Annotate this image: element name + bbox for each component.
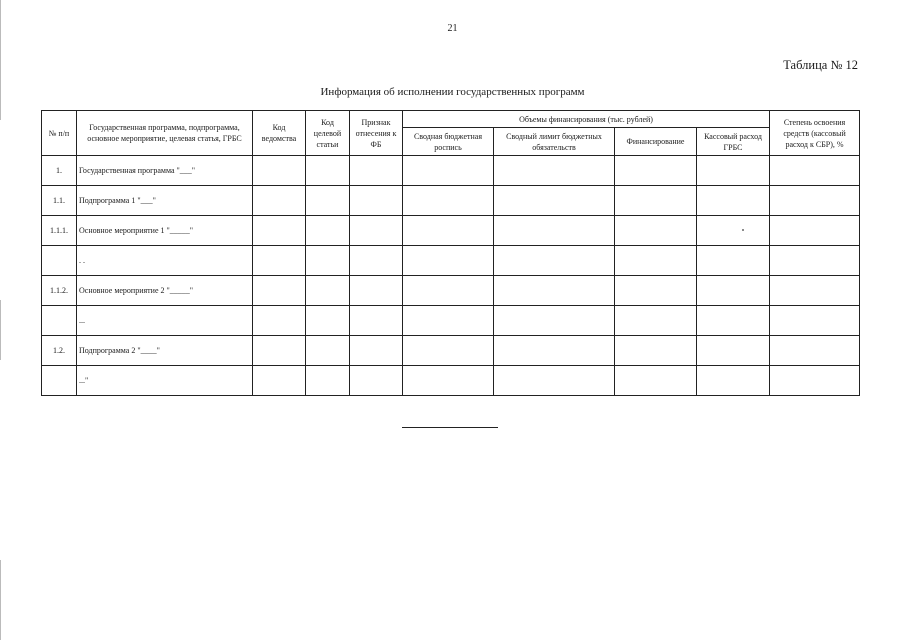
empty-cell bbox=[697, 276, 770, 306]
footer-rule bbox=[402, 427, 498, 428]
empty-cell bbox=[770, 246, 860, 276]
empty-cell bbox=[615, 186, 697, 216]
row-name: Основное мероприятие 1 "_____" bbox=[77, 216, 253, 246]
empty-cell bbox=[350, 216, 403, 246]
row-number bbox=[42, 306, 77, 336]
row-number: 1.1.2. bbox=[42, 276, 77, 306]
program-execution-table bbox=[41, 110, 860, 396]
scan-edge-line bbox=[0, 0, 1, 120]
empty-cell bbox=[697, 336, 770, 366]
table-row bbox=[42, 276, 860, 306]
empty-cell bbox=[350, 336, 403, 366]
empty-cell bbox=[253, 186, 306, 216]
table-row bbox=[42, 186, 860, 216]
empty-cell bbox=[494, 306, 615, 336]
empty-cell bbox=[615, 306, 697, 336]
empty-cell bbox=[350, 366, 403, 396]
empty-cell bbox=[697, 156, 770, 186]
empty-cell bbox=[350, 306, 403, 336]
row-number: 1.1. bbox=[42, 186, 77, 216]
empty-cell bbox=[494, 156, 615, 186]
empty-cell bbox=[350, 246, 403, 276]
empty-cell bbox=[615, 276, 697, 306]
empty-cell bbox=[306, 336, 350, 366]
empty-cell bbox=[770, 216, 860, 246]
empty-cell bbox=[615, 336, 697, 366]
empty-cell bbox=[494, 276, 615, 306]
scan-edge-line bbox=[0, 560, 1, 640]
empty-cell bbox=[697, 366, 770, 396]
row-number bbox=[42, 366, 77, 396]
row-name: Государственная программа "___" bbox=[77, 156, 253, 186]
empty-cell bbox=[350, 186, 403, 216]
empty-cell bbox=[403, 306, 494, 336]
empty-cell bbox=[306, 156, 350, 186]
empty-cell bbox=[306, 246, 350, 276]
header-program: Государственная программа, подпрограмма, основное мероприятие, целевая статья, ГРБС bbox=[77, 111, 253, 156]
empty-cell bbox=[253, 276, 306, 306]
header-budget-limit: Сводный лимит бюджетных обязательств bbox=[494, 128, 615, 156]
empty-cell bbox=[615, 366, 697, 396]
empty-cell bbox=[494, 216, 615, 246]
empty-cell bbox=[306, 216, 350, 246]
row-name: . . bbox=[77, 246, 253, 276]
row-number bbox=[42, 246, 77, 276]
empty-cell bbox=[697, 246, 770, 276]
page-number: 21 bbox=[447, 23, 458, 34]
empty-cell bbox=[403, 216, 494, 246]
scan-edge-line bbox=[0, 300, 1, 360]
empty-cell bbox=[403, 336, 494, 366]
table-row bbox=[42, 366, 860, 396]
empty-cell bbox=[306, 186, 350, 216]
empty-cell bbox=[253, 306, 306, 336]
empty-cell bbox=[697, 306, 770, 336]
empty-cell bbox=[403, 276, 494, 306]
empty-cell bbox=[697, 186, 770, 216]
table-row bbox=[42, 306, 860, 336]
empty-cell bbox=[253, 336, 306, 366]
empty-cell bbox=[697, 216, 770, 246]
empty-cell bbox=[253, 216, 306, 246]
empty-cell bbox=[403, 366, 494, 396]
empty-cell bbox=[770, 366, 860, 396]
row-number: 1.2. bbox=[42, 336, 77, 366]
empty-cell bbox=[253, 246, 306, 276]
empty-cell bbox=[494, 186, 615, 216]
table-row bbox=[42, 156, 860, 186]
header-utilization: Степень освоения средств (кассовый расход к СБР), % bbox=[770, 111, 860, 156]
empty-cell bbox=[770, 336, 860, 366]
table-row bbox=[42, 246, 860, 276]
empty-cell bbox=[770, 276, 860, 306]
header-budget-list: Сводная бюджетная роспись bbox=[403, 128, 494, 156]
empty-cell bbox=[494, 336, 615, 366]
row-name: Подпрограмма 2 "____" bbox=[77, 336, 253, 366]
empty-cell bbox=[770, 156, 860, 186]
empty-cell bbox=[770, 306, 860, 336]
empty-cell bbox=[306, 306, 350, 336]
table-row bbox=[42, 336, 860, 366]
empty-cell bbox=[350, 276, 403, 306]
header-target-code: Код целевой статьи bbox=[306, 111, 350, 156]
empty-cell bbox=[403, 156, 494, 186]
empty-cell bbox=[770, 186, 860, 216]
row-name: ... bbox=[77, 306, 253, 336]
header-fb-flag: Признак отнесения к ФБ bbox=[350, 111, 403, 156]
header-num: № п/п bbox=[42, 111, 77, 156]
document-title: Информация об исполнении государственных программ bbox=[320, 86, 585, 98]
scan-speck bbox=[742, 229, 744, 231]
empty-cell bbox=[253, 366, 306, 396]
header-cash-expense: Кассовый расход ГРБС bbox=[697, 128, 770, 156]
empty-cell bbox=[306, 366, 350, 396]
empty-cell bbox=[615, 246, 697, 276]
empty-cell bbox=[253, 156, 306, 186]
empty-cell bbox=[306, 276, 350, 306]
header-dept-code: Код ведомства bbox=[253, 111, 306, 156]
empty-cell bbox=[403, 186, 494, 216]
table-row bbox=[42, 216, 860, 246]
row-name: Подпрограмма 1 "___" bbox=[77, 186, 253, 216]
row-name: ..." bbox=[77, 366, 253, 396]
row-number: 1.1.1. bbox=[42, 216, 77, 246]
empty-cell bbox=[494, 246, 615, 276]
header-financing: Финансирование bbox=[615, 128, 697, 156]
table-label: Таблица № 12 bbox=[783, 58, 858, 72]
empty-cell bbox=[403, 246, 494, 276]
header-funding-group: Объемы финансирования (тыс. рублей) bbox=[403, 111, 770, 128]
empty-cell bbox=[615, 156, 697, 186]
header-row bbox=[42, 111, 860, 128]
empty-cell bbox=[494, 366, 615, 396]
empty-cell bbox=[615, 216, 697, 246]
empty-cell bbox=[350, 156, 403, 186]
row-name: Основное мероприятие 2 "_____" bbox=[77, 276, 253, 306]
row-number: 1. bbox=[42, 156, 77, 186]
